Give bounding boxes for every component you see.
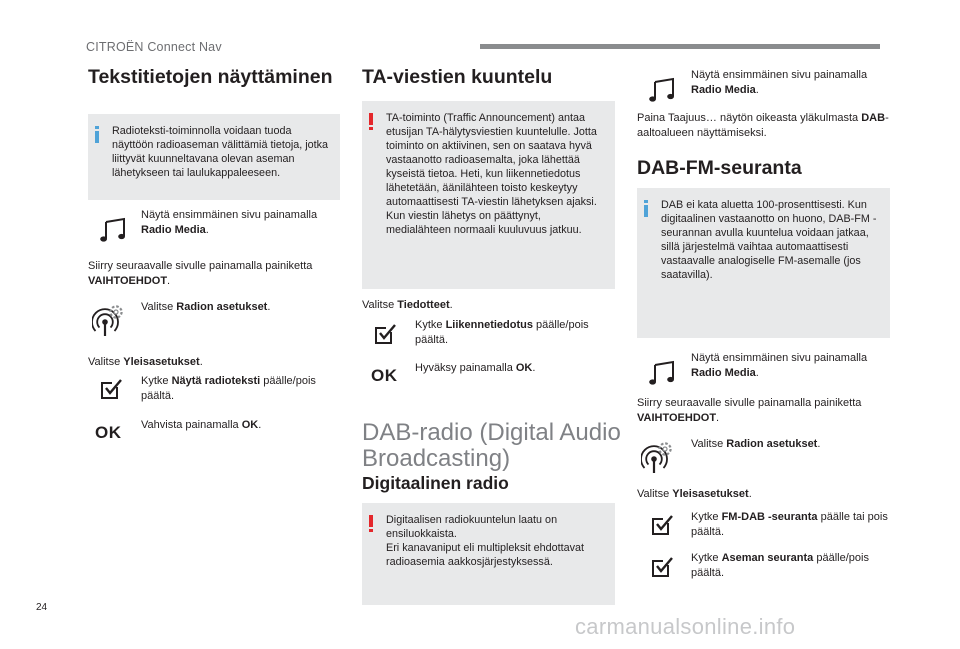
paragraph-select-general-settings: Valitse Yleisasetukset. [637,488,752,500]
step-toggle-station-tracking: Kytke Aseman seuranta päälle/pois päältä. [691,552,869,579]
page-number: 24 [36,602,48,613]
step-accept-ok: Hyväksy painamalla OK. [415,362,536,374]
warning-text: TA-toiminto (Traffic Announcement) antaa etusijan TA-hälytysviestien kuuntelulle. Jotta toiminto on aktiivinen, sen on saatava hyvä vastaanotto radioasemalta, joka lähettää kyseistä tietoa. Heti, kun liikennetiedotus lähetetään, äänilähteen toisto keskeytyy automaattisesti TA-viestin lähetyksen ajaksi. Kun viestin lähetys on päättynyt, medialähteen normaali kuuluvuus jatkuu. [386,112,597,237]
info-marker-icon [644,200,648,216]
step-show-first-page: Näytä ensimmäinen sivu painamalla Radio Media. [691,69,868,96]
step-toggle-fm-dab: Kytke FM-DAB -seuranta päälle tai pois päältä. [691,511,888,538]
ok-icon: OK [95,423,122,442]
paragraph-select-general-settings: Valitse Yleisasetukset. [88,356,203,368]
step-show-first-page: Näytä ensimmäinen sivu painamalla Radio Media. [141,209,318,236]
paragraph-dab-band: Paina Taajuus… näytön oikeasta yläkulmasta DAB-aaltoalueen näyttämiseksi. [637,112,889,139]
paragraph-select-announcements: Valitse Tiedotteet. [362,299,453,311]
paragraph-go-to-next-page: Siirry seuraavalle sivulle painamalla painiketta VAIHTOEHDOT. [637,397,862,424]
heading-dab-radio: DAB-radio (Digital Audio Broadcasting) [362,419,621,472]
warning-box-digital-radio [362,503,615,605]
heading-radio-text: Tekstitietojen näyttäminen [88,66,333,88]
paragraph-go-to-next-page: Siirry seuraavalle sivulle painamalla painiketta VAIHTOEHDOT. [88,260,313,287]
music-note-icon [649,74,675,104]
checkbox-icon [374,322,398,346]
checkbox-icon [100,377,124,401]
document-header-title: CITROËN Connect Nav [86,40,222,54]
info-box-dab-fm [637,188,890,338]
info-text: DAB ei kata aluetta 100-prosenttisesti. Kun digitaalinen vastaanotto on huono, DAB-FM -seurannan avulla kuuntelua voidaan jatkaa, sillä järjestelmä vaihtaa automaattisesti vastaavalle analogiselle FM-asemalle (jos saatavilla). [661,199,877,282]
music-note-icon [100,214,126,244]
watermark: carmanualsonline.info [575,614,796,639]
step-toggle-traffic-info: Kytke Liikennetiedotus päälle/pois päältä. [415,319,589,346]
radio-settings-icon [641,441,673,475]
step-select-radio-settings: Valitse Radion asetukset. [691,438,821,450]
warning-box-ta [362,101,615,289]
step-select-radio-settings: Valitse Radion asetukset. [141,301,271,313]
step-show-first-page: Näytä ensimmäinen sivu painamalla Radio Media. [691,352,868,379]
header-divider-bar [480,44,880,49]
heading-ta-messages: TA-viestien kuuntelu [362,66,553,88]
info-box-radio-text [88,114,340,200]
info-text: Radioteksti-toiminnolla voidaan tuoda näyttöön radioaseman välittämiä tietoja, jotka liittyvät kuunneltavana olevan aseman lähetykseen tai laulukappaleeseen. [112,125,329,180]
checkbox-icon [651,513,675,537]
heading-dab-fm-tracking: DAB-FM-seuranta [637,157,802,179]
step-toggle-radio-text: Kytke Näytä radioteksti päälle/pois päältä. [141,375,316,402]
ok-icon: OK [371,366,398,385]
subheading-digital-radio: Digitaalinen radio [362,473,509,493]
checkbox-icon [651,555,675,579]
radio-settings-icon [92,304,124,338]
music-note-icon [649,357,675,387]
step-confirm-ok: Vahvista painamalla OK. [141,419,262,431]
warning-text: Digitaalisen radiokuuntelun laatu on ensiluokkaista. Eri kanavaniput eli multipleksit ehdottavat radioasemia aakkosjärjestyksessä. [386,514,585,569]
info-marker-icon [95,126,99,142]
